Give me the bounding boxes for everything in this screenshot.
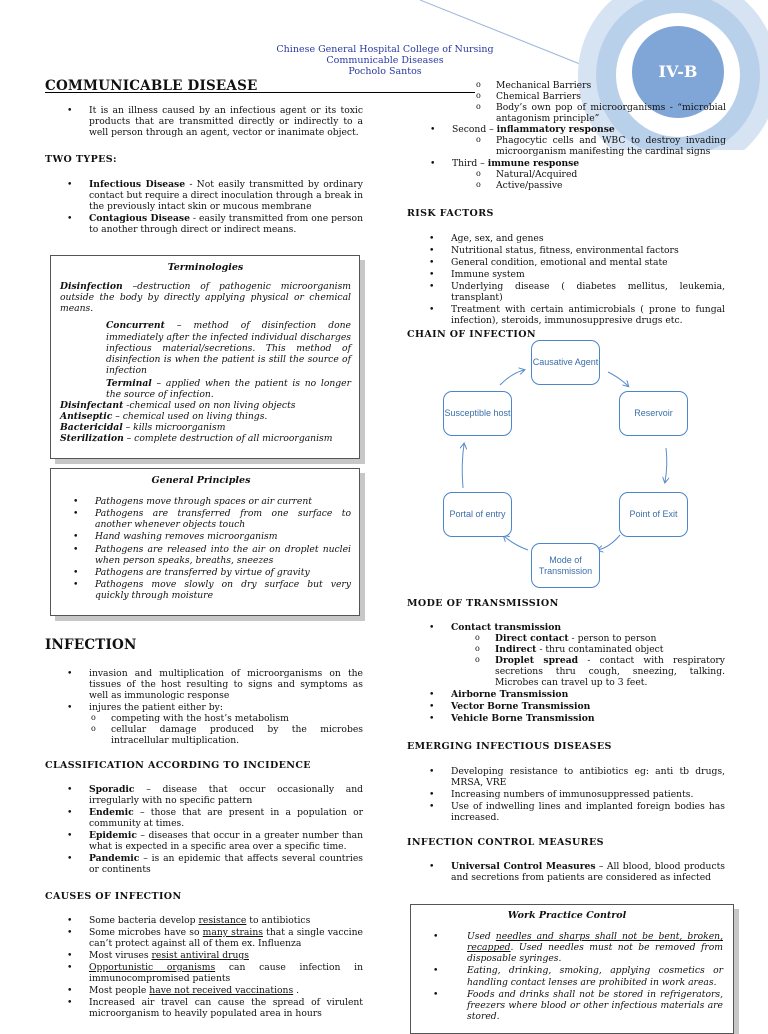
term-terminal: Terminal – applied when the patient is no longer the source of infection. xyxy=(106,377,351,400)
types-list xyxy=(45,179,363,236)
chain-node-agent: Causative Agent xyxy=(531,340,600,385)
list-item: • Airborne Transmission xyxy=(407,689,725,700)
list-item: • Foods and drinks shall not be stored in refrigerators, freezers where blood or other infectious materials are stored. xyxy=(411,989,723,1022)
list-item: • injures the patient either by: o competing with the host’s metabolism o cellular damage produced by the microbes intracellular multiplication. xyxy=(45,702,363,746)
list-item: • Increasing numbers of immunosuppressed patients. xyxy=(407,789,725,800)
chain-node-entry: Portal of entry xyxy=(443,492,512,537)
list-item: • Universal Control Measures – All blood, blood products and secretions from patients are considered as infected xyxy=(407,861,725,883)
infection-title: INFECTION xyxy=(45,637,137,653)
causes-heading: CAUSES OF INFECTION xyxy=(45,891,182,902)
emerging-list-wrap xyxy=(407,766,725,824)
list-item: • Age, sex, and genes xyxy=(407,233,725,244)
list-item: • Pathogens move slowly on dry surface but very quickly through moisture xyxy=(51,579,351,601)
sub-item: o Indirect - thru contaminated object xyxy=(473,644,725,655)
list-item: • Sporadic – disease that occur occasionally and irregularly with no specific pattern xyxy=(45,784,363,806)
list-item: • Epidemic – diseases that occur in a greater number than what is expected in a specific area over a specific time. xyxy=(45,830,363,852)
intro-section xyxy=(45,105,363,139)
document-header xyxy=(240,44,530,77)
two-types-heading: TWO TYPES: xyxy=(45,154,117,165)
list-item: • Pathogens move through spaces or air current xyxy=(51,496,351,507)
sub-item: o Active/passive xyxy=(474,180,726,191)
list-item: • Pathogens are released into the air on droplet nuclei when person speaks, breaths, sneezes xyxy=(51,544,351,566)
list-item: • Vehicle Borne Transmission xyxy=(407,713,725,724)
term-disinfection: Disinfection –destruction of pathogenic microorganism outside the body by directly applying physical or chemical means. xyxy=(60,281,351,315)
arrow-entry-host xyxy=(462,444,464,488)
header-author: Pocholo Santos xyxy=(348,66,422,77)
page-title: COMMUNICABLE DISEASE xyxy=(45,78,258,94)
chain-node-mode: Mode of Transmission xyxy=(531,543,600,588)
list-item: • Contagious Disease - easily transmitted from one person to another through direct or indirect means. xyxy=(45,213,363,235)
work-practice-title: Work Practice Control xyxy=(507,910,627,921)
work-practice-box xyxy=(410,904,734,1034)
terminologies-title: Terminologies xyxy=(167,262,244,273)
list-item: • Some microbes have so many strains that a single vaccine can’t protect against all of them ex. Influenza xyxy=(45,927,363,949)
intro-text: • It is an illness caused by an infectious agent or its toxic products that are transmitted directly or indirectly to a well person through an agent, vector or inanimate object. xyxy=(45,105,363,138)
risk-list xyxy=(407,233,725,326)
emerging-list xyxy=(407,766,725,823)
control-list xyxy=(407,861,725,884)
header-subject: Communicable Diseases xyxy=(326,55,444,66)
arrow-mode-entry xyxy=(504,536,528,550)
list-item: • Underlying disease ( diabetes mellitus, leukemia, transplant) xyxy=(407,281,725,303)
list-item: • Used needles and sharps shall not be bent, broken, recapped. Used needles must not be removed from disposable syringes. xyxy=(411,931,723,964)
chain-node-exit: Point of Exit xyxy=(619,492,688,537)
list-item: • Treatment with certain antimicrobials ( prone to fungal infection), steroids, immunosuppresive drugs etc. xyxy=(407,304,725,326)
list-item: • invasion and multiplication of microorganisms on the tissues of the host resulting to signs and symptoms as well as immunologic response xyxy=(45,668,363,701)
list-item: • Pandemic – is an epidemic that affects several countries or continents xyxy=(45,853,363,875)
list-item: • Pathogens are transferred from one surface to another whenever objects touch xyxy=(51,508,351,530)
sub-item: o cellular damage produced by the microbes intracellular multiplication. xyxy=(89,724,363,746)
risk-list-wrap xyxy=(407,233,725,327)
list-item: • Immune system xyxy=(407,269,725,280)
term-sterilization: Sterilization – complete destruction of all microorganism xyxy=(60,432,333,444)
sub-item: o Mechanical Barriers xyxy=(474,80,726,91)
list-item: • Use of indwelling lines and implanted foreign bodies has increased. xyxy=(407,801,725,823)
terminologies-box xyxy=(50,255,360,459)
principles-box xyxy=(50,468,360,616)
list-item: • Opportunistic organisms can cause infection in immunocompromised patients xyxy=(45,962,363,984)
term-bactericidal: Bactericidal – kills microorganism xyxy=(60,421,226,433)
sub-item: o Droplet spread - contact with respiratory secretions thru cough, sneezing, talking. Microbes can travel up to 3 feet. xyxy=(473,655,725,688)
infection-list xyxy=(45,668,363,747)
mode-heading: MODE OF TRANSMISSION xyxy=(407,598,559,609)
arrow-reservoir-exit xyxy=(665,448,667,482)
list-item: • Developing resistance to antibiotics eg: anti tb drugs, MRSA, VRE xyxy=(407,766,725,788)
arrow-agent-reservoir xyxy=(608,372,628,386)
header-school: Chinese General Hospital College of Nursing xyxy=(276,44,494,55)
principles-list xyxy=(51,496,351,600)
chain-node-reservoir: Reservoir xyxy=(619,391,688,436)
list-item: • Pathogens are transferred by virtue of gravity xyxy=(51,567,351,578)
term-disinfectant: Disinfectant -chemical used on non living objects xyxy=(60,399,296,411)
list-item: • Third – immune response o Natural/Acquired o Active/passive xyxy=(408,158,726,191)
list-item: • Endemic – those that are present in a population or community at times. xyxy=(45,807,363,829)
sub-item: o Direct contact - person to person xyxy=(473,633,725,644)
sub-item: o Phagocytic cells and WBC to destroy invading microorganism manifesting the cardinal signs xyxy=(474,135,726,157)
chain-node-host: Susceptible host xyxy=(443,391,512,436)
chain-heading: CHAIN OF INFECTION xyxy=(407,329,537,340)
classification-heading: CLASSIFICATION ACCORDING TO INCIDENCE xyxy=(45,760,311,771)
list-item: • Vector Borne Transmission xyxy=(407,701,725,712)
list-item: • Second – inflammatory response o Phagocytic cells and WBC to destroy invading microorganism manifesting the cardinal signs xyxy=(408,124,726,157)
section-badge: IV-B xyxy=(658,62,698,81)
list-item: • Contact transmission o Direct contact - person to person o Indirect - thru contaminated object o Droplet spread - contact with respiratory secretions thru cough, sneezing, talking. Microbes can travel up to 3 feet. xyxy=(407,622,725,688)
list-item: • Eating, drinking, smoking, applying cosmetics or handling contact lenses are prohibited in work areas. xyxy=(411,965,723,987)
sub-item: o Natural/Acquired xyxy=(474,169,726,180)
defense-list xyxy=(408,80,726,192)
control-heading: INFECTION CONTROL MEASURES xyxy=(407,837,604,848)
term-concurrent: Concurrent – method of disinfection done immediately after the infected individual discharges infectious material/secretions. This method of disinfection is when the patient is still the source of infection xyxy=(106,320,351,376)
mode-list xyxy=(407,622,725,725)
principles-title: General Principles xyxy=(151,475,251,486)
sub-item: o Chemical Barriers xyxy=(474,91,726,102)
list-item: • Most people have not received vaccinations . xyxy=(45,985,363,996)
classification-list xyxy=(45,784,363,876)
term-antiseptic: Antiseptic – chemical used on living things. xyxy=(60,410,268,422)
risk-heading: RISK FACTORS xyxy=(407,208,494,219)
causes-list xyxy=(45,915,363,1020)
list-item: • Infectious Disease - Not easily transmitted by ordinary contact but require a direct inoculation through a break in the previously intact skin or mucous membrane xyxy=(45,179,363,212)
emerging-heading: EMERGING INFECTIOUS DISEASES xyxy=(407,741,612,752)
list-item: • Hand washing removes microorganism xyxy=(51,531,351,542)
list-item: • General condition, emotional and mental state xyxy=(407,257,725,268)
sub-item: o competing with the host’s metabolism xyxy=(89,713,363,724)
list-item: • Most viruses resist antiviral drugs xyxy=(45,950,363,961)
arrow-exit-mode xyxy=(598,535,620,550)
list-item: • Some bacteria develop resistance to antibiotics xyxy=(45,915,363,926)
list-item: • Increased air travel can cause the spread of virulent microorganism to heavily populated area in hours xyxy=(45,997,363,1019)
arrow-host-agent xyxy=(500,370,524,385)
sub-item: o Body’s own pop of microorganisms - “microbial antagonism principle” xyxy=(474,102,726,124)
list-item: • Nutritional status, fitness, environmental factors xyxy=(407,245,725,256)
